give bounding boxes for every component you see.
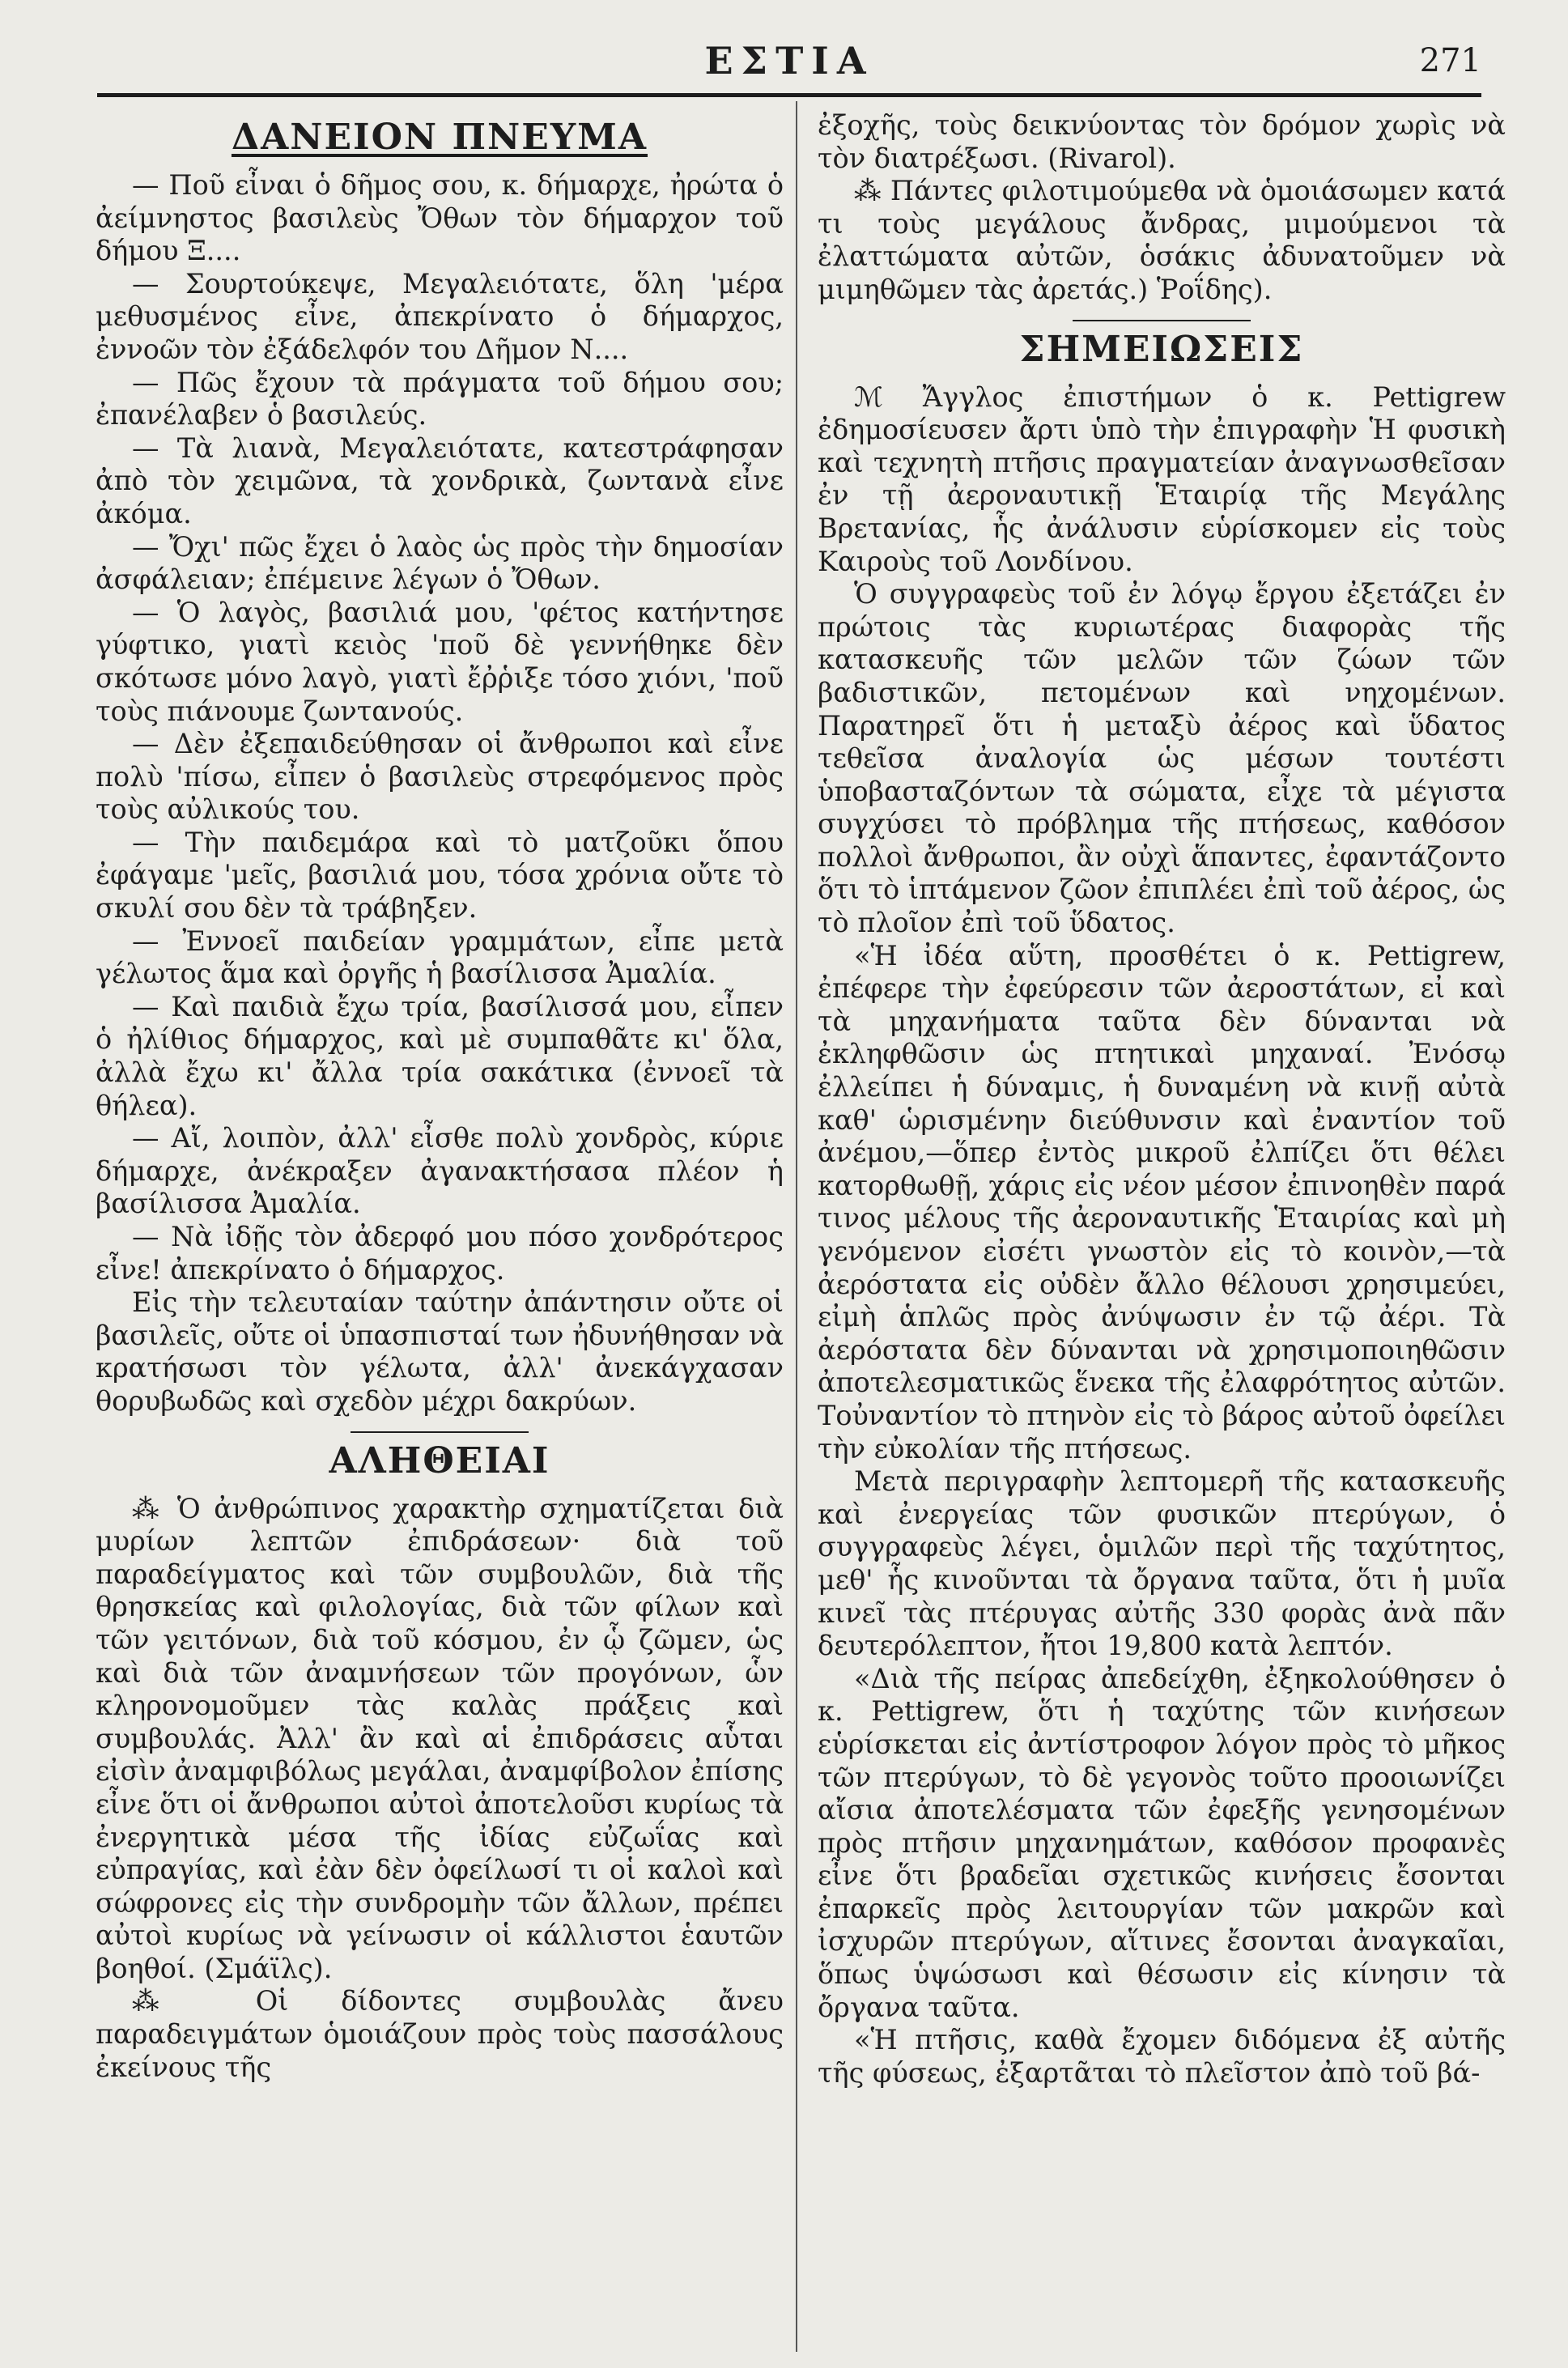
paragraph: — Νὰ ἰδῇς τὸν ἀδερφό μου πόσο χονδρότερος εἶνε! ἀπεκρίνατο ὁ δήμαρχος. xyxy=(96,1221,784,1286)
right-column xyxy=(818,109,1506,2090)
paragraph: ἐξοχῆς, τοὺς δεικνύοντας τὸν δρόμον χωρὶς νὰ τὸν διατρέξωσι. (Rivarol). xyxy=(818,109,1506,174)
column-divider xyxy=(796,101,797,2352)
paragraph: — Τὰ λιανὰ, Μεγαλειότατε, κατεστράφησαν ἀπὸ τὸν χειμῶνα, τὰ χονδρικὰ, ζωντανὰ εἶνε ἀκόμα. xyxy=(96,432,784,529)
left-column xyxy=(96,109,784,2084)
paragraph: «Διὰ τῆς πείρας ἀπεδείχθη, ἐξηκολούθησεν ὁ κ. Pettigrew, ὅτι ἡ ταχύτης τῶν κινήσεων εὑρίσκεται εἰς ἀντίστροφον λόγον πρὸς τὸ μῆκος τῶν πτερύγων, τὸ δὲ γεγονὸς τοῦτο προοιωνίζει αἴσια ἀποτελέσματα τῶν ἐφεξῆς γενησομένων πρὸς πτῆσιν μηχανημάτων, καθόσον προφανὲς εἶνε ὅτι βραδεῖαι σχετικῶς κινήσεις ἔσονται ἐπαρκεῖς πρὸς λειτουργίαν τῶν μακρῶν καὶ ἰσχυρῶν πτερύγων, αἵτινες ἔσονται ἀναγκαῖαι, ὅπως ὑψώσωσι καὶ θέσωσιν εἰς κίνησιν τὰ ὄργανα ταῦτα. xyxy=(818,1662,1506,2023)
section-divider xyxy=(1073,320,1251,321)
page-number: 271 xyxy=(1419,42,1481,79)
paragraph: — Καὶ παιδιὰ ἔχω τρία, βασίλισσά μου, εἶπεν ὁ ἠλίθιος δήμαρχος, καὶ μὲ συμπαθᾶτε κι' ὅλα, ἀλλὰ ἔχω κι' ἄλλα τρία σακάτικα (ἐννοεῖ τὰ θήλεα). xyxy=(96,990,784,1121)
paragraph: Εἰς τὴν τελευταίαν ταύτην ἀπάντησιν οὔτε οἱ βασιλεῖς, οὔτε οἱ ὑπασπισταί των ἠδυνήθησαν νὰ κρατήσωσι τὸν γέλωτα, ἀλλ' ἀνεκάγχασαν θορυβωδῶς καὶ σχεδὸν μέχρι δακρύων. xyxy=(96,1286,784,1417)
paragraph: — Δὲν ἐξεπαιδεύθησαν οἱ ἄνθρωποι καὶ εἶνε πολὺ 'πίσω, εἶπεν ὁ βασιλεὺς στρεφόμενος πρὸς τοὺς αὐλικούς του. xyxy=(96,728,784,826)
paragraph: — Σουρτούκεψε, Μεγαλειότατε, ὅλη 'μέρα μεθυσμένος εἶνε, ἀπεκρίνατο ὁ δήμαρχος, ἐννοῶν τὸν ἐξάδελφόν του Δῆμον Ν.... xyxy=(96,267,784,365)
section-heading-semeioseis: ΣΗΜΕΙΩΣΕΙΣ xyxy=(1019,328,1304,370)
paragraph: — Αἴ, λοιπὸν, ἀλλ' εἶσθε πολὺ χονδρὸς, κύριε δήμαρχε, ἀνέκραξεν ἀγανακτήσασα πλέον ἡ βασίλισσα Ἀμαλία. xyxy=(96,1122,784,1220)
page-header xyxy=(97,24,1481,89)
paragraph: «Ἡ πτῆσις, καθὰ ἔχομεν διδόμενα ἐξ αὐτῆς τῆς φύσεως, ἐξαρτᾶται τὸ πλεῖστον ἀπὸ τοῦ βά- xyxy=(818,2024,1506,2089)
journal-title: ΕΣΤΙΑ xyxy=(704,39,874,83)
paragraph: — Πῶς ἔχουν τὰ πράγματα τοῦ δήμου σου; ἐπανέλαβεν ὁ βασιλεύς. xyxy=(96,366,784,432)
header-rule xyxy=(97,93,1481,97)
section-heading-daneion: ΔΑΝΕΙΟΝ ΠΝΕΥΜΑ xyxy=(231,117,648,158)
paragraph: Μετὰ περιγραφὴν λεπτομερῆ τῆς κατασκευῆς καὶ ἐνεργείας τῶν φυσικῶν πτερύγων, ὁ συγγραφεὺς λέγει, ὁμιλῶν περὶ τῆς ταχύτητος, μεθ' ἧς κινοῦνται τὰ ὄργανα ταῦτα, ὅτι ἡ μυῖα κινεῖ τὰς πτέρυγας αὐτῆς 330 φορὰς ἀνὰ πᾶν δευτερόλεπτον, ἤτοι 19,800 κατὰ λεπτόν. xyxy=(818,1465,1506,1662)
paragraph: — Ὄχι' πῶς ἔχει ὁ λαὸς ὡς πρὸς τὴν δημοσίαν ἀσφάλειαν; ἐπέμεινε λέγων ὁ Ὄθων. xyxy=(96,530,784,596)
paragraph: ⁂ Ὁ ἀνθρώπινος χαρακτὴρ σχηματίζεται διὰ μυρίων λεπτῶν ἐπιδράσεων· διὰ τοῦ παραδείγματος καὶ τῶν συμβουλῶν, διὰ τῆς θρησκείας καὶ φιλολογίας, διὰ τῶν φίλων καὶ τῶν γειτόνων, διὰ τοῦ κόσμου, ἐν ᾧ ζῶμεν, ὡς καὶ διὰ τῶν ἀναμνήσεων τῶν προγόνων, ὧν κληρονομοῦμεν τὰς καλὰς πράξεις καὶ συμβουλάς. Ἀλλ' ἂν καὶ αἱ ἐπιδράσεις αὗται εἰσὶν ἀναμφιβόλως μεγάλαι, ἀναμφίβολον ἐπίσης εἶνε ὅτι οἱ ἄνθρωποι αὐτοὶ ἀποτελοῦσι κυρίως τὰ ἐνεργητικὰ μέσα τῆς ἰδίας εὐζωΐας καὶ εὐπραγίας, καὶ ἐὰν δὲν ὀφείλωσί τι οἱ καλοὶ καὶ σώφρονες εἰς τὴν συνδρομὴν τῶν ἄλλων, πρέπει αὐτοὶ κυρίως νὰ γείνωσιν οἱ κάλλιστοι ἑαυτῶν βοηθοί. (Σμάϊλς). xyxy=(96,1492,784,1984)
section-heading-aletheiai: ΑΛΗΘΕΙΑΙ xyxy=(329,1439,550,1482)
paragraph: — Τὴν παιδεμάρα καὶ τὸ ματζοῦκι ὅπου ἐφάγαμε 'μεῖς, βασιλιά μου, τόσα χρόνια οὔτε τὸ σκυλί σου δὲν τὰ τράβηξεν. xyxy=(96,826,784,925)
paragraph: ⁂ Οἱ δίδοντες συμβουλὰς ἄνευ παραδειγμάτων ὁμοιάζουν πρὸς τοὺς πασσάλους ἐκείνους τῆς xyxy=(96,1985,784,2083)
paragraph: — Ποῦ εἶναι ὁ δῆμος σου, κ. δήμαρχε, ἠρώτα ὁ ἀείμνηστος βασιλεὺς Ὄθων τὸν δήμαρχον τοῦ δήμου Ξ.... xyxy=(96,169,784,267)
section-divider xyxy=(351,1431,529,1433)
paragraph: ℳ Ἄγγλος ἐπιστήμων ὁ κ. Pettigrew ἐδημοσίευσεν ἄρτι ὑπὸ τὴν ἐπιγραφὴν Ἡ φυσικὴ καὶ τεχνητὴ πτῆσις πραγματείαν ἀναγνωσθεῖσαν ἐν τῇ ἀεροναυτικῇ Ἑταιρίᾳ τῆς Μεγάλης Βρετανίας, ἧς ἀνάλυσιν εὑρίσκομεν εἰς τοὺς Καιροὺς τοῦ Λονδίνου. xyxy=(818,380,1506,577)
paragraph: — Ἐννοεῖ παιδείαν γραμμάτων, εἶπε μετὰ γέλωτος ἅμα καὶ ὀργῆς ἡ βασίλισσα Ἀμαλία. xyxy=(96,925,784,990)
paragraph: ⁂ Πάντες φιλοτιμούμεθα νὰ ὁμοιάσωμεν κατά τι τοὺς μεγάλους ἄνδρας, μιμούμενοι τὰ ἐλαττώματα αὐτῶν, ὁσάκις ἀδυνατοῦμεν νὰ μιμηθῶμεν τὰς ἀρετάς.) Ῥοΐδης). xyxy=(818,175,1506,305)
paragraph: — Ὁ λαγὸς, βασιλιά μου, 'φέτος κατήντησε γύφτικο, γιατὶ κειὸς 'ποῦ δὲ γεννήθηκε δὲν σκότωσε μόνο λαγὸ, γιατὶ ἔῤῥιξε τόσο χιόνι, 'ποῦ τοὺς πιάνουμε ζωντανούς. xyxy=(96,596,784,727)
paragraph: Ὁ συγγραφεὺς τοῦ ἐν λόγῳ ἔργου ἐξετάζει ἐν πρώτοις τὰς κυριωτέρας διαφορὰς τῆς κατασκευῆς τῶν μελῶν τῶν ζώων τῶν βαδιστικῶν, πετομένων καὶ νηχομένων. Παρατηρεῖ ὅτι ἡ μεταξὺ ἀέρος καὶ ὕδατος τεθεῖσα ἀναλογία ὡς μέσων τουτέστι ὑποβασταζόντων τὰ σώματα, εἶχε τὰ μέγιστα συγχύσει τὸ πρόβλημα τῆς πτήσεως, καθόσον πολλοὶ ἄνθρωποι, ἂν οὐχὶ ἅπαντες, ἐφαντάζοντο ὅτι τὸ ἱπτάμενον ζῶον ἐπιπλέει ἐπὶ τοῦ ἀέρος, ὡς τὸ πλοῖον ἐπὶ τοῦ ὕδατος. xyxy=(818,578,1506,939)
paragraph: «Ἡ ἰδέα αὕτη, προσθέτει ὁ κ. Pettigrew, ἐπέφερε τὴν ἐφεύρεσιν τῶν ἀεροστάτων, εἰ καὶ τὰ μηχανήματα ταῦτα δὲν δύνανται νὰ ἐκληφθῶσιν ὡς πτητικαὶ μηχαναί. Ἐνόσῳ ἐλλείπει ἡ δύναμις, ἡ δυναμένη νὰ κινῇ αὐτὰ καθ' ὡρισμένην διεύθυνσιν καὶ ἐναντίον τοῦ ἀνέμου,—ὅπερ ἐντὸς μικροῦ ἐλπίζει ὅτι θέλει κατορθωθῇ, χάρις εἰς νέον μέσον ἐπινοηθὲν παρά τινος μέλους τῆς ἀεροναυτικῆς Ἑταιρίας καὶ μὴ γενόμενον εἰσέτι γνωστὸν εἰς τὸ κοινὸν,—τὰ ἀερόστατα εἰς οὐδὲν ἄλλο θέλουσι χρησιμεύει, εἰμὴ ἁπλῶς πρὸς ἀνύψωσιν ἐν τῷ ἀέρι. Τὰ ἀερόστατα δὲν δύνανται νὰ χρησιμοποιηθῶσιν ἀποτελεσματικῶς ἕνεκα τῆς ἐλαφρότητος αὐτῶν. Τοὐναντίον τὸ πτηνὸν εἰς τὸ βάρος αὐτοῦ ὀφείλει τὴν εὐκολίαν τῆς πτήσεως. xyxy=(818,939,1506,1465)
